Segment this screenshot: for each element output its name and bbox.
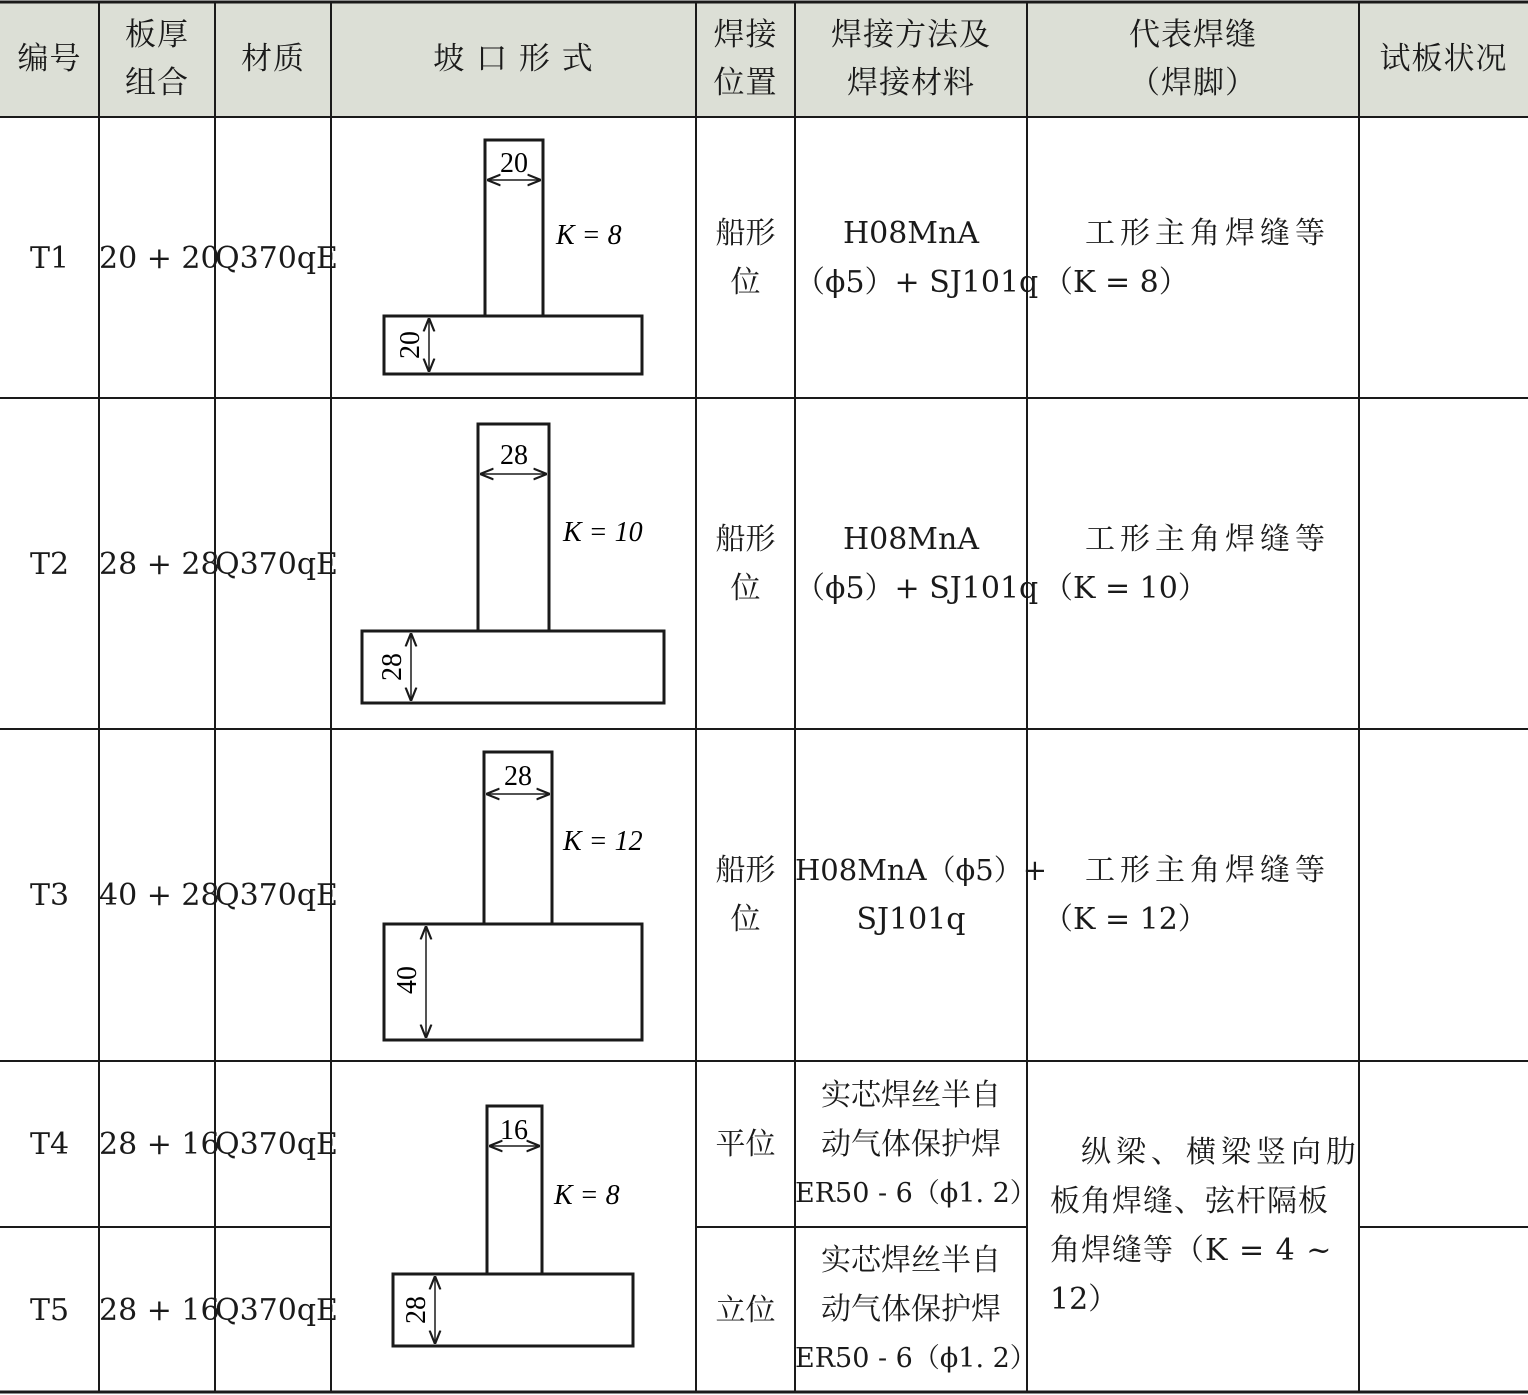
t1-groove-diagram xyxy=(331,117,696,398)
t3-leg-label: K = 12 xyxy=(563,826,643,857)
row-t2-method-line2: （ϕ5）+ SJ101q xyxy=(795,571,1039,606)
t2-groove-diagram xyxy=(331,398,696,729)
row-t5-position: 立位 xyxy=(715,1293,776,1328)
header-thickness-line2: 组合 xyxy=(125,65,189,101)
row-t3-thickness: 40 + 28 xyxy=(99,878,220,913)
header-method-line2: 焊接材料 xyxy=(847,65,975,101)
t2-leg-label: K = 10 xyxy=(563,517,643,548)
row-t1-weld-line1: 工形主角焊缝等 xyxy=(1085,216,1330,251)
t3-groove-diagram xyxy=(331,729,696,1061)
row-t1-material: Q370qE xyxy=(215,241,338,276)
t4-t5-weld-line1: 纵梁、横梁竖向肋 xyxy=(1081,1135,1361,1170)
t4-t5-weld-line3: 角焊缝等（K = 4 ~ xyxy=(1050,1233,1333,1268)
row-t4-id: T4 xyxy=(29,1127,70,1162)
row-t5-material: Q370qE xyxy=(215,1293,338,1328)
row-t2-weld-line2: （K = 10） xyxy=(1043,571,1208,606)
t1-flange-dimension: 20 xyxy=(395,331,426,359)
t4-t5-groove-diagram xyxy=(331,1061,696,1392)
row-t5-method-line2: 动气体保护焊 xyxy=(821,1292,1001,1327)
row-t3-position-line2: 位 xyxy=(730,902,761,937)
header-weld-line2: （焊脚） xyxy=(1129,65,1257,101)
row-t5-method-line1: 实芯焊丝半自 xyxy=(821,1243,1001,1278)
row-t2-position-line2: 位 xyxy=(730,571,761,606)
row-t3-position-line1: 船形 xyxy=(715,853,776,888)
header-material: 材质 xyxy=(241,41,305,77)
t4-t5-weld-line4: 12） xyxy=(1050,1282,1119,1317)
row-t5-method-line3: ER50 - 6（ϕ1. 2） xyxy=(795,1343,1037,1374)
row-t3-method-line1: H08MnA（ϕ5）+ xyxy=(795,853,1048,887)
row-t1-method-line2: （ϕ5）+ SJ101q xyxy=(795,265,1039,300)
row-t5-thickness: 28 + 16 xyxy=(99,1293,220,1328)
t2-flange-dimension: 28 xyxy=(377,653,408,681)
t3-flange-dimension: 40 xyxy=(392,966,423,994)
row-t1-weld-line2: （K = 8） xyxy=(1043,265,1189,300)
row-t2-method-line1: H08MnA xyxy=(842,522,980,557)
row-t1-position-line2: 位 xyxy=(730,265,761,300)
row-t4-thickness: 28 + 16 xyxy=(99,1127,220,1162)
t1-web-dimension: 20 xyxy=(500,148,528,179)
header-groove: 坡 口 形 式 xyxy=(433,41,594,77)
header-position-line1: 焊接 xyxy=(713,17,778,53)
header-status: 试板状况 xyxy=(1379,41,1508,77)
row-t4-method-line1: 实芯焊丝半自 xyxy=(821,1078,1001,1113)
row-t2-id: T2 xyxy=(29,547,70,582)
row-t1-position-line1: 船形 xyxy=(715,216,776,251)
header-position-line2: 位置 xyxy=(713,65,778,101)
row-t2-weld-line1: 工形主角焊缝等 xyxy=(1085,522,1330,557)
header-method-line1: 焊接方法及 xyxy=(831,17,991,53)
t1-leg-label: K = 8 xyxy=(556,220,622,251)
t3-web-dimension: 28 xyxy=(504,761,532,792)
row-t3-material: Q370qE xyxy=(215,878,338,913)
row-t4-method-line3: ER50 - 6（ϕ1. 2） xyxy=(795,1178,1037,1209)
row-t1-method-line1: H08MnA xyxy=(842,216,980,251)
row-t3-method-line2: SJ101q xyxy=(856,902,966,937)
header-thickness-line1: 板厚 xyxy=(125,17,189,53)
row-t5-id: T5 xyxy=(29,1293,70,1328)
t2-web-dimension: 28 xyxy=(500,440,528,471)
header-id: 编号 xyxy=(17,41,82,77)
header-weld-line1: 代表焊缝 xyxy=(1129,17,1257,53)
row-t1-id: T1 xyxy=(29,241,70,276)
row-t4-method-line2: 动气体保护焊 xyxy=(821,1127,1001,1162)
row-t3-weld-line1: 工形主角焊缝等 xyxy=(1085,853,1330,888)
row-t4-material: Q370qE xyxy=(215,1127,338,1162)
row-t4-position: 平位 xyxy=(715,1127,776,1162)
row-t3-weld-line2: （K = 12） xyxy=(1043,902,1208,937)
row-t3-id: T3 xyxy=(29,878,70,913)
row-t2-material: Q370qE xyxy=(215,547,338,582)
t4-t5-weld-line2: 板角焊缝、弦杆隔板 xyxy=(1050,1184,1329,1219)
t4-t5-web-dimension: 16 xyxy=(500,1115,528,1146)
row-t2-position-line1: 船形 xyxy=(715,522,776,557)
t4-t5-flange-dimension: 28 xyxy=(401,1296,432,1324)
t4-t5-leg-label: K = 8 xyxy=(554,1180,620,1211)
row-t2-thickness: 28 + 28 xyxy=(99,547,220,582)
row-t1-thickness: 20 + 20 xyxy=(99,241,220,276)
